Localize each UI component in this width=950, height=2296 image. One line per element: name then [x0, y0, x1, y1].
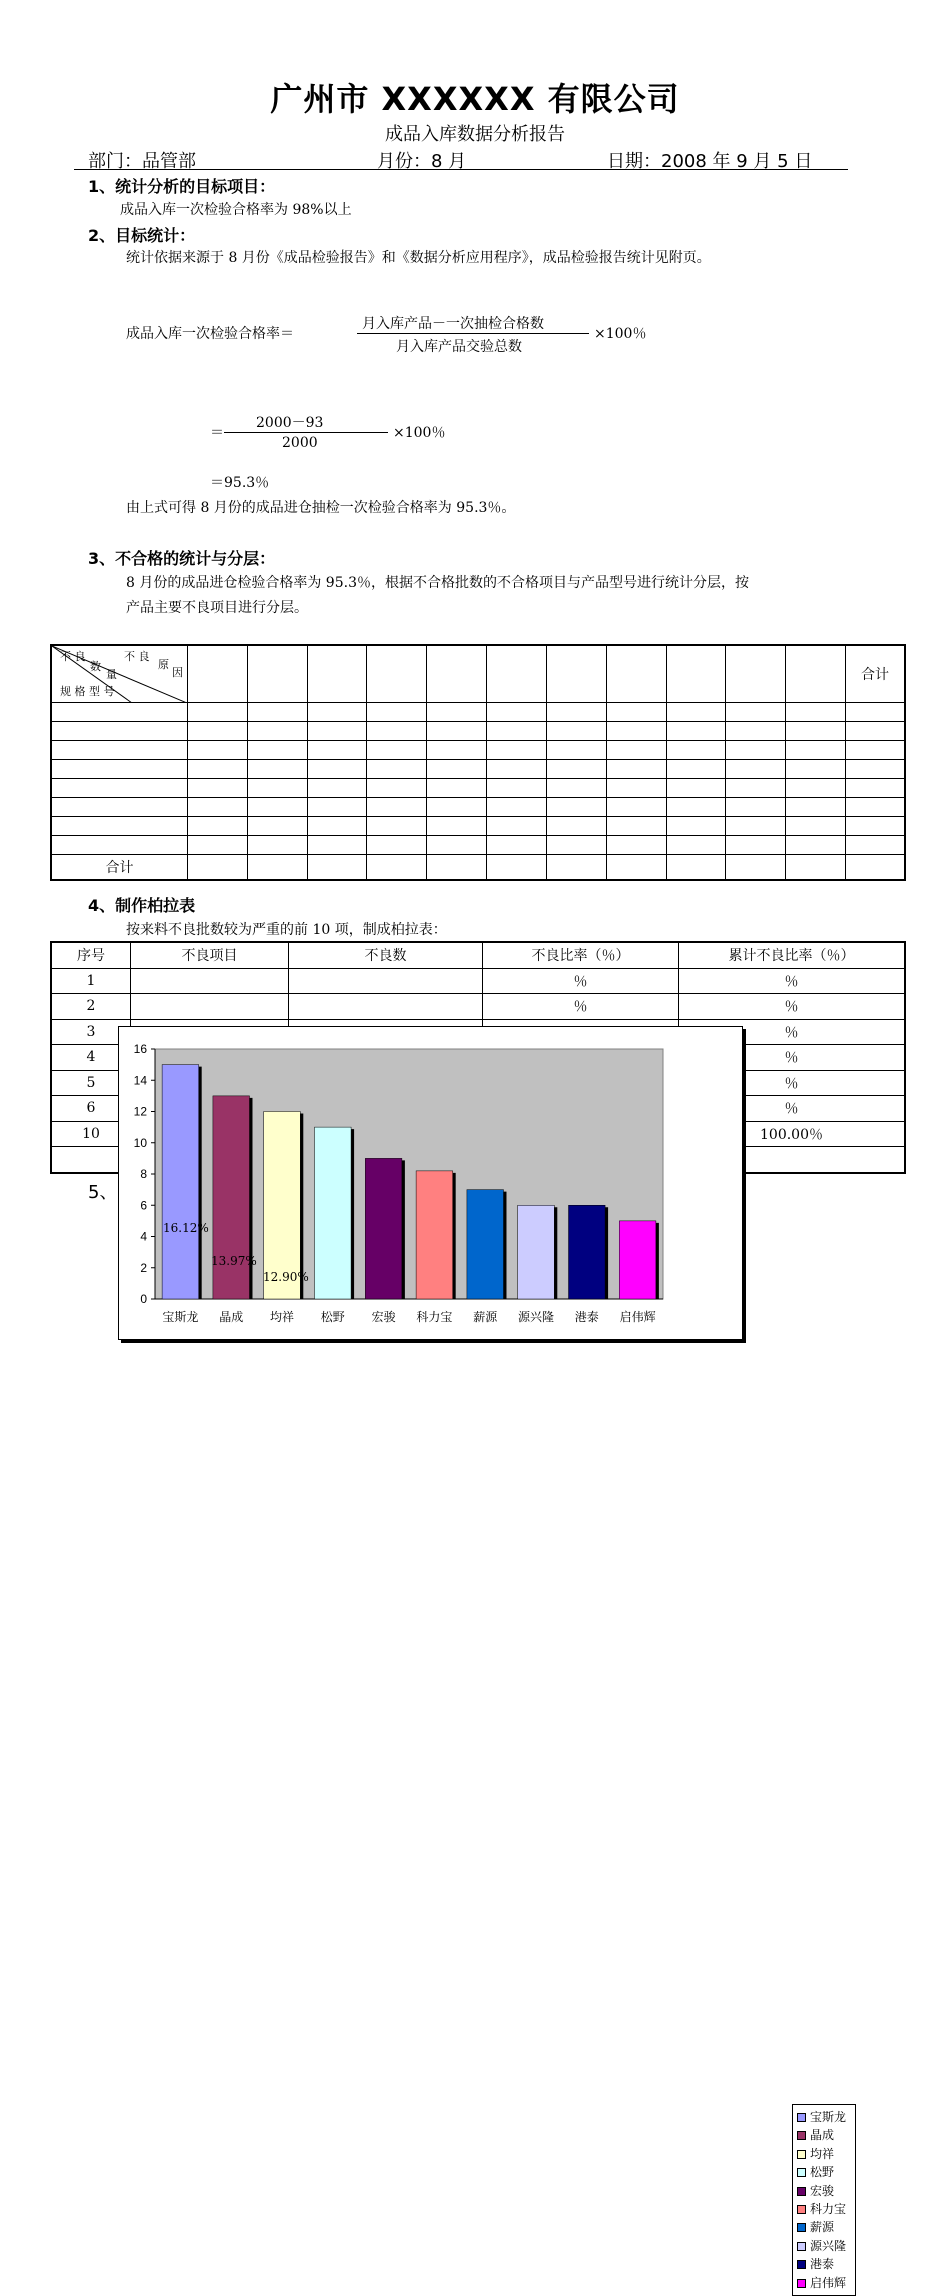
section3-text-1: 8 月份的成品进仓检验合格率为 95.3％，根据不合格批数的不合格项目与产品型号进行统计分层，按	[126, 575, 749, 591]
x-tick-label: 薪源	[473, 1310, 498, 1324]
x-tick-label: 启伟辉	[619, 1310, 656, 1324]
legend-swatch	[797, 2205, 806, 2214]
bar	[467, 1190, 504, 1299]
legend-item	[797, 2239, 846, 2253]
report-date: 日期：2008 年 9 月 5 日	[607, 151, 813, 172]
data-label: 13.97%	[211, 1254, 257, 1268]
table-row: 5 ％	[51, 1070, 905, 1096]
x-tick-label: 科力宝	[416, 1310, 453, 1324]
legend-label: 宏骏	[810, 2183, 835, 2198]
bar	[518, 1205, 555, 1299]
section1-heading: 1、统计分析的目标项目：	[88, 177, 276, 196]
legend-label: 薪源	[810, 2220, 835, 2235]
legend-swatch	[797, 2223, 806, 2232]
cell	[666, 645, 726, 702]
y-tick-label: 2	[140, 1260, 147, 1275]
table-row: 2 ％ ％	[51, 994, 905, 1020]
data-label: 16.12%	[163, 1221, 209, 1235]
cell	[427, 645, 487, 702]
x-tick-label: 源兴隆	[517, 1310, 555, 1324]
y-tick-label: 16	[133, 1042, 147, 1056]
diag-label-yuan: 原	[158, 658, 169, 671]
formula-numerator: 月入库产品－一次抽检合格数	[362, 316, 544, 332]
formula2-denominator: 2000	[282, 435, 318, 451]
legend-item	[797, 2184, 834, 2198]
section1-text: 成品入库一次检验合格率为 98%以上	[120, 202, 352, 218]
total-row-label: 合计	[51, 854, 188, 880]
diag-label-defect: 不 良	[60, 650, 86, 663]
x-tick-label: 均祥	[269, 1310, 295, 1324]
legend-item	[797, 2276, 846, 2290]
formula-times: ×100％	[594, 326, 647, 342]
legend-label: 均祥	[810, 2146, 835, 2161]
diag-label-yin: 因	[172, 666, 183, 679]
legend-swatch	[797, 2150, 806, 2159]
formula-label: 成品入库一次检验合格率＝	[126, 326, 294, 342]
section3-heading: 3、不合格的统计与分层：	[88, 549, 276, 568]
section3-text-2: 产品主要不良项目进行分层。	[126, 600, 308, 616]
bar	[416, 1171, 453, 1299]
stratification-table	[50, 644, 906, 881]
legend-label: 港泰	[810, 2257, 835, 2272]
table-row: 6 ％	[51, 1096, 905, 1122]
section2-heading: 2、目标统计：	[88, 226, 196, 245]
department: 部门：品管部	[88, 151, 196, 172]
pareto-chart	[118, 1026, 847, 2290]
legend-swatch	[797, 2168, 806, 2177]
cell	[487, 645, 547, 702]
bar	[213, 1096, 250, 1299]
header-divider	[74, 169, 848, 170]
legend-item	[797, 2220, 834, 2234]
legend-swatch	[797, 2131, 806, 2140]
section4-text: 按来料不良批数较为严重的前 10 项，制成柏拉表：	[126, 922, 447, 938]
cell	[307, 645, 367, 702]
y-tick-label: 14	[133, 1073, 147, 1088]
diag-label-liang: 量	[106, 668, 117, 681]
cell	[606, 645, 666, 702]
x-tick-label: 晶成	[219, 1310, 244, 1324]
formula-fraction-line	[357, 333, 589, 334]
col-header-count: 不良数	[289, 942, 483, 968]
cell	[726, 645, 786, 702]
y-tick-label: 4	[140, 1229, 147, 1244]
bar	[162, 1065, 199, 1299]
bar	[619, 1221, 656, 1299]
legend-swatch	[797, 2113, 806, 2122]
diagonal-header-cell	[51, 645, 188, 702]
y-tick-label: 10	[133, 1135, 147, 1150]
chart-svg	[119, 1027, 742, 1339]
cell	[247, 645, 307, 702]
legend-label: 源兴隆	[810, 2238, 847, 2253]
cell	[786, 645, 846, 702]
formula2-eq: ＝	[210, 425, 224, 441]
legend-item	[797, 2202, 846, 2216]
legend-swatch	[797, 2260, 806, 2269]
y-tick-label: 0	[140, 1292, 147, 1306]
legend-label: 启伟辉	[810, 2275, 847, 2290]
y-tick-label: 8	[140, 1167, 147, 1181]
conclusion-text: 由上式可得 8 月份的成品进仓抽检一次检验合格率为 95.3％。	[126, 500, 516, 516]
section4-heading: 4、制作柏拉表	[88, 896, 196, 915]
diag-label-reason: 不 良	[124, 650, 150, 663]
y-tick-label: 12	[133, 1104, 147, 1119]
formula-denominator: 月入库产品交验总数	[396, 339, 522, 355]
col-header-cum-rate: 累计不良比率（％）	[679, 942, 906, 968]
formula2-fraction-line	[224, 432, 388, 433]
bar	[569, 1205, 606, 1299]
legend-label: 宝斯龙	[810, 2110, 847, 2124]
data-label: 12.90%	[263, 1270, 309, 1284]
bar	[315, 1127, 352, 1299]
report-subtitle: 成品入库数据分析报告	[385, 124, 565, 145]
formula-result: ＝95.3％	[210, 475, 270, 491]
section5-heading: 5、	[88, 1182, 118, 1203]
col-header-item: 不良项目	[131, 942, 289, 968]
col-header-rate: 不良比率（％）	[483, 942, 679, 968]
table-row: 1 ％ ％	[51, 968, 905, 994]
cell	[188, 645, 248, 702]
section2-text: 统计依据来源于 8 月份《成品检验报告》和《数据分析应用程序》，成品检验报告统计见附页。	[126, 250, 711, 266]
x-tick-label: 宏骏	[371, 1310, 396, 1324]
legend-swatch	[797, 2242, 806, 2251]
cell	[367, 645, 427, 702]
legend-item	[797, 2128, 834, 2142]
cell	[546, 645, 606, 702]
diag-label-qty: 数	[90, 660, 101, 673]
table-row: 3 ％	[51, 1019, 905, 1045]
diag-label-spec: 规 格 型 号	[60, 685, 115, 698]
legend-label: 晶成	[810, 2128, 835, 2143]
y-tick-label: 6	[140, 1198, 147, 1213]
chart-legend	[792, 2104, 856, 2296]
table-row: 4 ％	[51, 1045, 905, 1071]
col-header-no: 序号	[51, 942, 131, 968]
legend-item	[797, 2147, 834, 2161]
formula2-numerator: 2000－93	[256, 415, 324, 431]
x-tick-label: 松野	[320, 1310, 345, 1324]
total-column-header: 合计	[846, 645, 906, 702]
legend-swatch	[797, 2279, 806, 2288]
x-tick-label: 港泰	[574, 1310, 599, 1324]
company-title: 广州市 XXXXXX 有限公司	[270, 80, 680, 118]
legend-item	[797, 2257, 834, 2271]
bar	[365, 1158, 402, 1299]
x-tick-label: 宝斯龙	[162, 1310, 199, 1324]
legend-item	[797, 2110, 846, 2124]
legend-item	[797, 2165, 834, 2179]
month: 月份：8 月	[377, 151, 467, 172]
legend-label: 松野	[810, 2165, 835, 2180]
legend-label: 科力宝	[810, 2202, 847, 2216]
table-row: 10 100.00％	[51, 1121, 905, 1147]
legend-swatch	[797, 2187, 806, 2196]
formula2-times: ×100％	[393, 425, 446, 441]
